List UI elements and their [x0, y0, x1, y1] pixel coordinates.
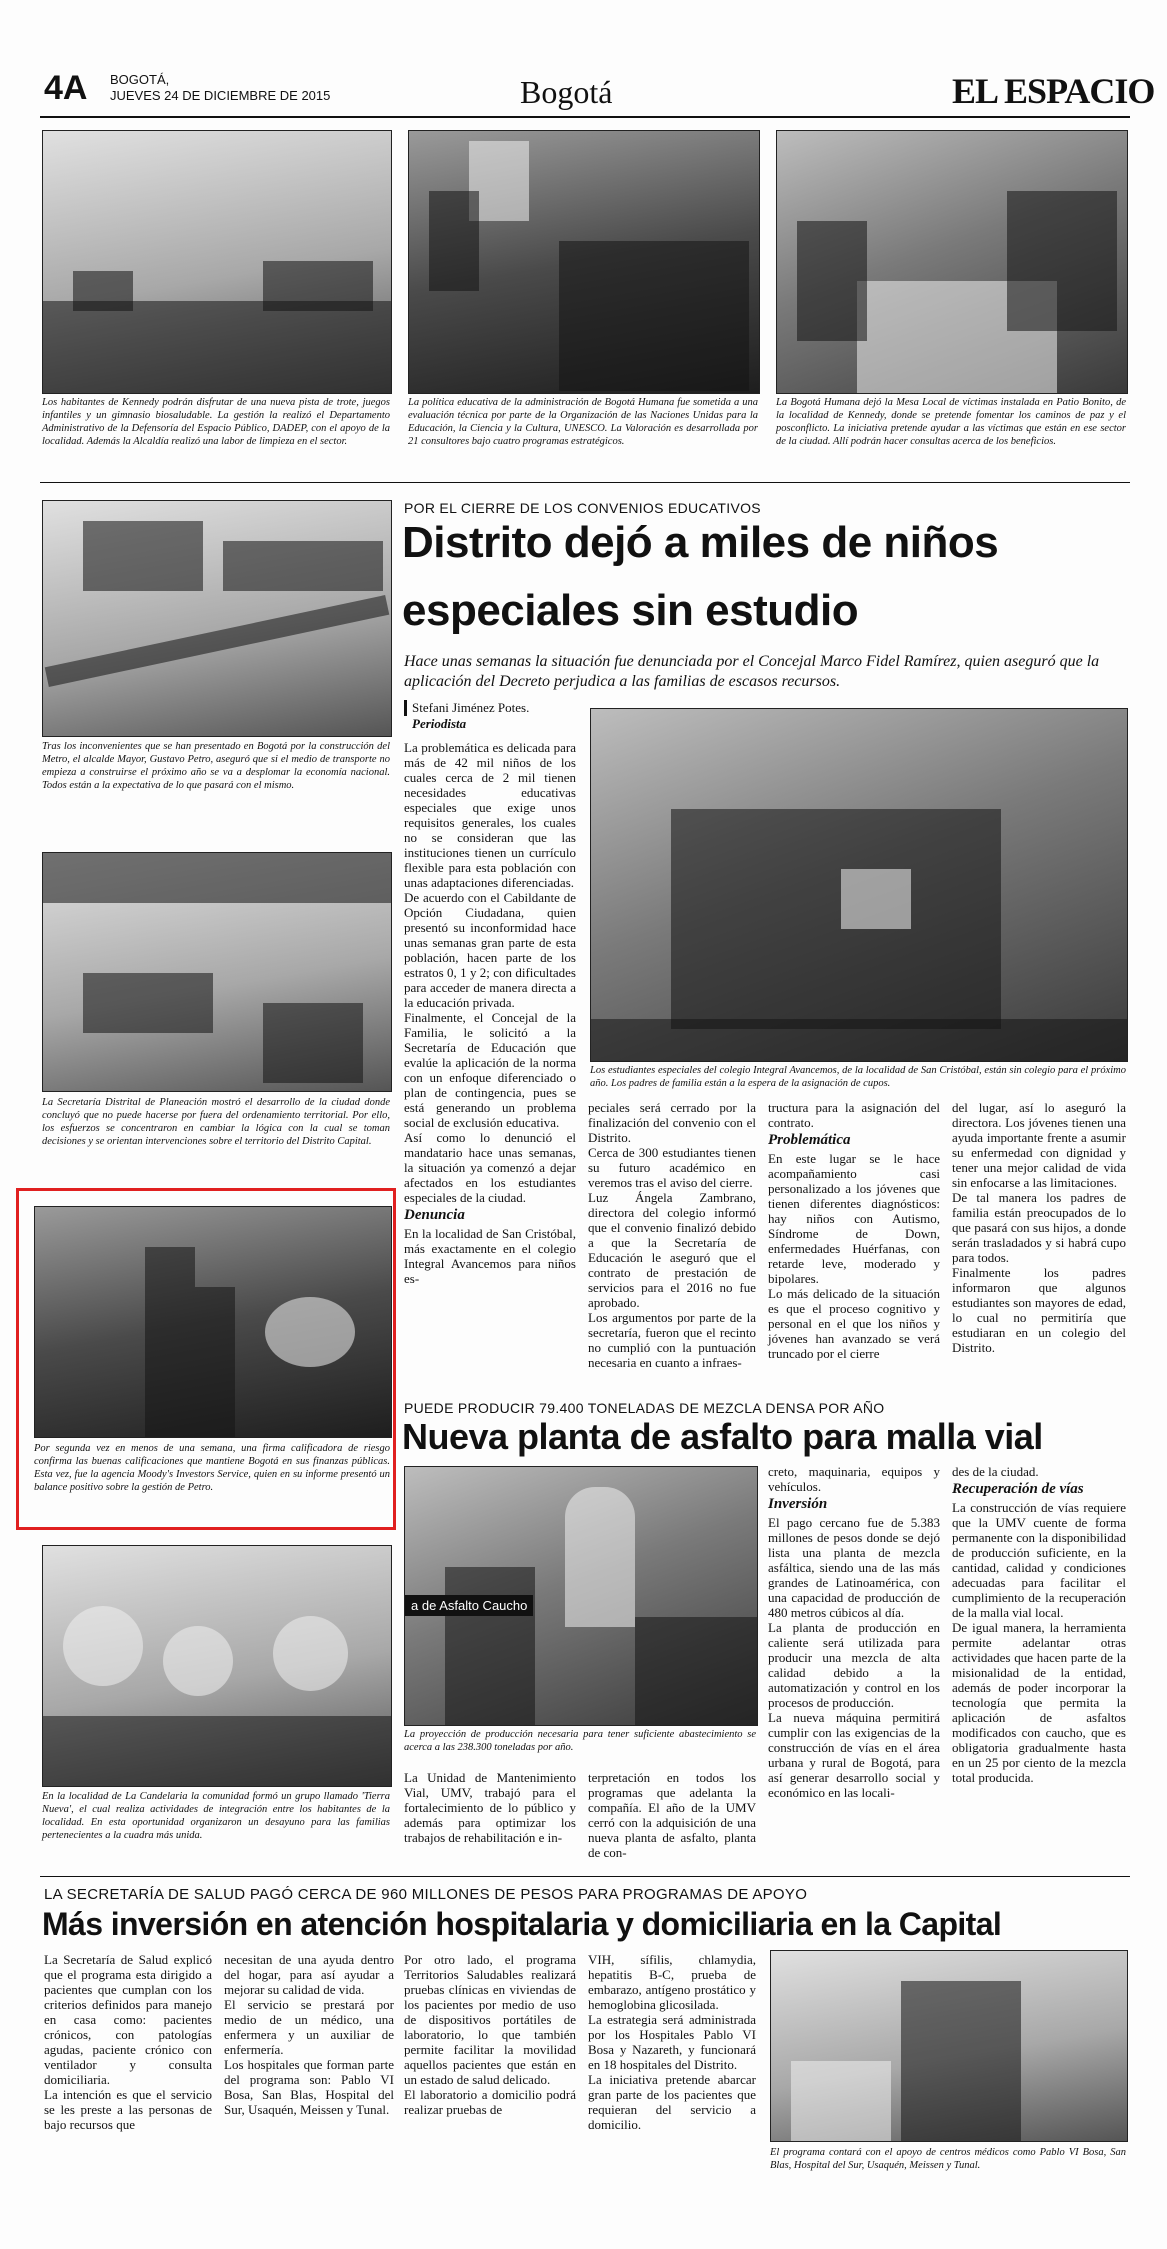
paragraph: peciales será cerrado por la finalización del convenio con el Distrito.	[588, 1100, 756, 1145]
paragraph: La planta de producción en caliente será utilizada para producir una mezcla de alta calidad debido a la automatización y control en los procesos de producción.	[768, 1620, 940, 1710]
article1-column-2	[588, 1100, 756, 1370]
photo-caption: La Secretaría Distrital de Planeación mostró el desarrollo de la ciudad donde concluyó que no puede hacerse por fuera del ordenamiento territorial. Por ello, los esfuerzos se concentraron en cambiar la lógica con la cual se toman decisiones y se orientan intervenciones sobre el territorio del Distrito Capital.	[42, 1097, 390, 1147]
article3-column-3	[404, 1952, 576, 2117]
photo-bogota-skyline	[34, 1206, 392, 1438]
article2-column-3	[768, 1464, 940, 1800]
photo-metro-aerial	[42, 500, 392, 737]
photo-city-planning	[42, 852, 392, 1092]
plant-sign: a de Asfalto Caucho	[405, 1595, 533, 1616]
paragraph: La nueva máquina permitirá cumplir con las exigencias de la construcción de vías en el área urbana y rural de Bogotá, para así generar desarrollo social y económico en las locali-	[768, 1710, 940, 1800]
header-city: BOGOTÁ,	[110, 72, 170, 87]
article2-column-4	[952, 1464, 1126, 1785]
divider	[40, 1876, 1130, 1877]
article3-column-1	[44, 1952, 212, 2132]
article3-title: Más inversión en atención hospitalaria y domiciliaria en la Capital	[42, 1906, 1002, 1942]
paragraph: des de la ciudad.	[952, 1464, 1039, 1479]
paragraph: VIH, sífilis, chlamydia, hepatitis B-C, prueba de embarazo, antígeno prostático y hemoglobina glicosilada.	[588, 1952, 756, 2012]
photo-school-building	[590, 708, 1128, 1062]
photo-caption: La Bogotá Humana dejó la Mesa Local de víctimas instalada en Patio Bonito, de la localidad de Kennedy, donde se pretende fomentar los caminos de paz y el posconflicto. La iniciativa pretende ayudar a las víctimas que están en ese sector de la ciudad. Allí podrán hacer consultas acerca de los beneficios.	[776, 397, 1126, 447]
paragraph: Cerca de 300 estudiantes tienen su futuro académico en veremos tras el aviso del cierre.	[588, 1145, 756, 1190]
paragraph: La iniciativa pretende abarcar gran parte de los pacientes que requieran del servicio a domicilio.	[588, 2072, 756, 2132]
photo-caption: La proyección de producción necesaria para tener suficiente abastecimiento se acerca a las 238.300 toneladas por año.	[404, 1729, 756, 1753]
article1-title-line2: especiales sin estudio	[402, 586, 859, 635]
article2-kicker: PUEDE PRODUCIR 79.400 TONELADAS DE MEZCLA DENSA POR AÑO	[404, 1400, 885, 1416]
paragraph: El servicio se prestará por medio de un médico, una enfermera y un auxiliar de enfermería.	[224, 1997, 394, 2057]
subheading: Recuperación de vías	[952, 1481, 1084, 1497]
article1-deck: Hace unas semanas la situación fue denunciada por el Concejal Marco Fidel Ramírez, quien aseguró que la aplicación del Decreto perjudica a las familias de escasos recursos.	[404, 653, 1100, 690]
photo-caption: La política educativa de la administración de Bogotá Humana fue sometida a una evaluación técnica por parte de la Organización de las Naciones Unidas para la Educación, la Ciencia y la Cultura, UNESCO. La Valoración es desarrollada por 21 consultores bajo cuatro programas estratégicos.	[408, 397, 758, 447]
paragraph: Los argumentos por parte de la secretaría, fueron que el recinto no cumplió con la puntuación necesaria en cuanto a infraes-	[588, 1310, 756, 1370]
photo-caption: Los estudiantes especiales del colegio Integral Avancemos, de la localidad de San Cristóbal, están sin colegio para el próximo año. Los padres de familia están a la espera de la asignación de cupos.	[590, 1065, 1126, 1089]
paragraph: La construcción de vías requiere que la UMV cuente de forma permanente con la disponibilidad de producción suficiente, en la cantidad, calidad y condiciones adecuadas para facilitar el cumplimiento de la recuperación de la malla vial local.	[952, 1500, 1126, 1620]
photo-caption: El programa contará con el apoyo de centros médicos como Pablo VI Bosa, San Blas, Hospital del Sur, Usaquén, Meissen y Tunal.	[770, 2147, 1126, 2171]
paragraph: necesitan de una ayuda dentro del hogar, para así ayudar a mejorar su calidad de vida.	[224, 1952, 394, 1997]
photo-breakfast-children	[42, 1545, 392, 1787]
article3-column-2	[224, 1952, 394, 2117]
article3-kicker: LA SECRETARÍA DE SALUD PAGÓ CERCA DE 960 MILLONES DE PESOS PARA PROGRAMAS DE APOYO	[44, 1886, 808, 1903]
paragraph: La estrategia será administrada por los Hospitales Pablo VI Bosa y Nazareth, y funcionará en 18 hospitales del Distrito.	[588, 2012, 756, 2072]
article3-column-4	[588, 1952, 756, 2132]
section-title: Bogotá	[520, 74, 613, 110]
masthead: EL ESPACIO	[952, 71, 1155, 111]
byline-name: Stefani Jiménez Potes.	[404, 700, 529, 716]
paragraph: terpretación en todos los programas que adelanta la compañía. El año de la UMV cerró con la adquisición de una nueva planta de asfalto, planta de con-	[588, 1770, 756, 1860]
subheading: Problemática	[768, 1132, 851, 1148]
paragraph: Los hospitales que forman parte del programa son: Pablo VI Bosa, San Blas, Hospital del Sur, Usaquén, Meissen y Tunal.	[224, 2057, 394, 2117]
byline-role: Periodista	[412, 716, 467, 731]
article2-column-1	[404, 1770, 576, 1845]
paragraph: Luz Ángela Zambrano, directora del colegio informó que el convenio finalizó debido a que la Secretaría de Educación le aseguró que el contrato de prestación de servicios para el 2016 no fue aprobado.	[588, 1190, 756, 1310]
photo-caption: Por segunda vez en menos de una semana, una firma calificadora de riesgo confirma las buenas calificaciones que mantiene Bogotá en sus finanzas públicas. Esta vez, fue la agencia Moody's Investors Service, quien en su informe presentó un balance positivo sobre la gestión de Petro.	[34, 1443, 390, 1493]
paragraph: La Secretaría de Salud explicó que el programa esta dirigido a pacientes que cumplan con los criterios definidos para manejo en casa como: pacientes crónicos, con patologías agudas, paciente crónico con ventilador y consulta domiciliaria.	[44, 1952, 212, 2087]
article1-column-1	[404, 740, 576, 1286]
paragraph: La Unidad de Mantenimiento Vial, UMV, trabajó para el fortalecimiento de lo público y además para optimizar los trabajos de rehabilitación e in-	[404, 1770, 576, 1845]
paragraph: del lugar, así lo aseguró la directora. Los jóvenes tienen una ayuda importante frente a asumir su enfermedad con dignidad y tener una mejor calidad de vida sin enfocarse a las limitaciones.	[952, 1100, 1126, 1190]
paragraph: Por otro lado, el programa Territorios Saludables realizará pruebas clínicas en viviendas de los pacientes por medio de uso de dispositivos portátiles de laboratorio, lo que también permite facilitar la movilidad aquellos pacientes que están en un estado de salud delicado.	[404, 1952, 576, 2087]
photo-caption: Los habitantes de Kennedy podrán disfrutar de una nueva pista de trote, juegos infantiles y un gimnasio biosaludable. La gestión la realizó el Departamento Administrativo de la Defensoría del Espacio Público, DADEP, con el apoyo de la localidad. Además la Alcaldía realizó una labor de limpieza en el sector.	[42, 397, 390, 447]
subheading: Denuncia	[404, 1207, 465, 1223]
paragraph: Lo más delicado de la situación es que el proceso cognitivo y personal en el que los niños y jóvenes han avanzado se verá truncado por el cierre	[768, 1286, 940, 1361]
article1-column-4	[952, 1100, 1126, 1355]
paragraph: De acuerdo con el Cabildante de Opción Ciudadana, quien presentó su inconformidad hace unas semanas gran parte de esta población, hacen parte de los estratos 0, 1 y 2; con dificultades para acceder de manera directa a la educación privada.	[404, 890, 576, 1010]
divider	[40, 482, 1130, 483]
photo-caption: En la localidad de La Candelaria la comunidad formó un grupo llamado 'Tierra Nueva', el cual realiza actividades de integración entre los habitantes de la localidad. En esta oportunidad organizaron un desayuno para las familias pertenecientes a la cuadra más unida.	[42, 1791, 390, 1841]
article1-column-3	[768, 1100, 940, 1361]
paragraph: La intención es que el servicio se les preste a las personas de bajo recursos que	[44, 2087, 212, 2132]
photo-victims-table	[776, 130, 1128, 394]
paragraph: creto, maquinaria, equipos y vehículos.	[768, 1464, 940, 1494]
photo-asphalt-plant	[404, 1466, 758, 1726]
photo-kennedy-park	[42, 130, 392, 394]
photo-caption: Tras los inconvenientes que se han presentado en Bogotá por la construcción del Metro, el alcalde Mayor, Gustavo Petro, aseguró que si el medio de transporte no empieza a construirse el próximo año se va a desplomar la economía nacional. Todos están a la expectativa de lo que pasará con el mismo.	[42, 741, 390, 791]
paragraph: El pago cercano fue de 5.383 millones de pesos donde se dejó lista una planta de mezcla asfáltica, siendo una de las más grandes de Latinoamérica, con una capacidad de producción de 480 metros cúbicos al día.	[768, 1515, 940, 1620]
article2-title: Nueva planta de asfalto para malla vial	[402, 1416, 1043, 1457]
paragraph: El laboratorio a domicilio podrá realizar pruebas de	[404, 2087, 576, 2117]
paragraph: Así como lo denunció el mandatario hace unas semanas, la situación ya comenzó a dejar afectados en los estudiantes especiales de la ciudad.	[404, 1130, 576, 1205]
article2-column-2	[588, 1770, 756, 1860]
subheading: Inversión	[768, 1496, 828, 1512]
paragraph: En este lugar se le hace acompañamiento casi personalizado a los jóvenes que tienen diferentes diagnósticos: hay niños con Autismo, Síndrome de Down, enfermedades Huérfanas, con retarde leve, moderado y bipolares.	[768, 1151, 940, 1286]
paragraph: tructura para la asignación del contrato.	[768, 1100, 940, 1130]
article1-kicker: POR EL CIERRE DE LOS CONVENIOS EDUCATIVOS	[404, 500, 761, 516]
header-date: JUEVES 24 DE DICIEMBRE DE 2015	[110, 88, 331, 103]
paragraph: Finalmente, el Concejal de la Familia, le solicitó a la Secretaría de Educación que evalúe la aplicación de la norma con un enfoque diferenciado o plan de contingencia, pues se está generando un problema social de exclusión educativa.	[404, 1010, 576, 1130]
paragraph: Finalmente los padres informaron que algunos estudiantes son mayores de edad, lo cual no permitiría que estudiaran en un colegio del Distrito.	[952, 1265, 1126, 1355]
header-rule	[40, 116, 1130, 118]
page-number: 4A	[44, 69, 88, 107]
paragraph: En la localidad de San Cristóbal, más exactamente en el colegio Integral Avancemos para niños es-	[404, 1226, 576, 1286]
photo-unesco-meeting	[408, 130, 760, 394]
photo-home-care	[770, 1950, 1128, 2142]
paragraph: La problemática es delicada para más de 42 mil niños de los cuales cerca de 2 mil tienen necesidades educativas especiales que exige unos requisitos generales, los cuales no se consideran que las instituciones tienen un currículo flexible para esta población con unas adaptaciones diferenciadas.	[404, 740, 576, 890]
article1-title-line1: Distrito dejó a miles de niños	[402, 518, 999, 567]
paragraph: De tal manera los padres de familia están preocupados de lo que pasará con sus hijos, a donde serán trasladados y si habrá cupo para todos.	[952, 1190, 1126, 1265]
paragraph: De igual manera, la herramienta permite adelantar otras actividades que hacen parte de la misionalidad de la entidad, además de poder incorporar la tecnología que permita la aplicación de asfaltos modificados con caucho, que es obligatoria gradualmente hasta en un 25 por ciento de la mezcla total producida.	[952, 1620, 1126, 1785]
